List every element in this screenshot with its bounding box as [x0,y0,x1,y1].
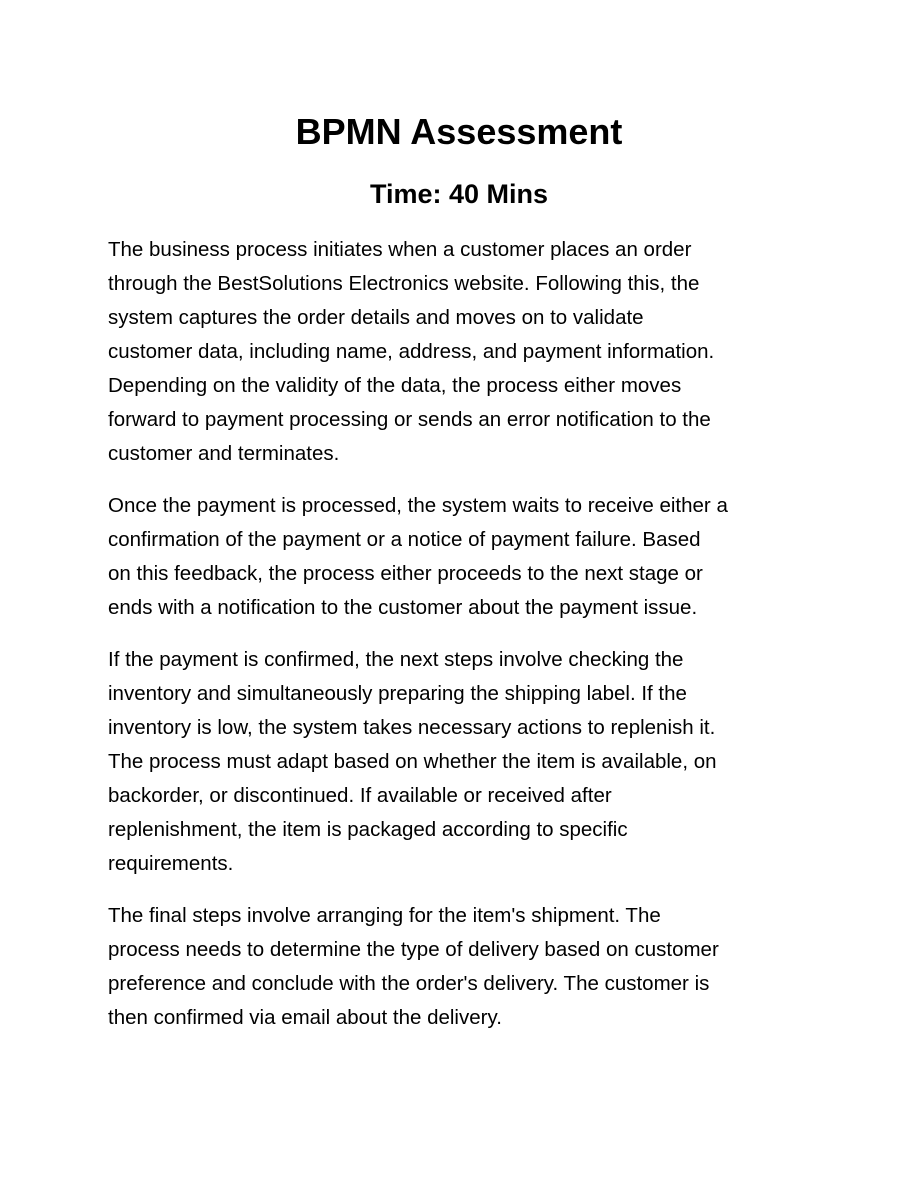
text-line: Depending on the validity of the data, the process either moves [108,374,682,397]
text-line: forward to payment processing or sends an error notification to the [108,408,711,431]
text-line: confirmation of the payment or a notice of payment failure. Based [108,528,701,551]
text-line: customer data, including name, address, and payment information. [108,340,715,363]
paragraph-intro [108,233,813,471]
text-line: The business process initiates when a customer places an order [108,238,692,261]
text-line: inventory and simultaneously preparing the shipping label. If the [108,682,687,705]
paragraph-payment [108,489,813,625]
text-line: process needs to determine the type of delivery based on customer [108,938,719,961]
text-line: backorder, or discontinued. If available or received after [108,784,612,807]
text-line: system captures the order details and moves on to validate [108,306,644,329]
paragraph-shipment [108,899,813,1035]
text-line: Once the payment is processed, the system waits to receive either a [108,494,728,517]
text-line: requirements. [108,852,234,875]
text-line: replenishment, the item is packaged according to specific [108,818,628,841]
text-line: The final steps involve arranging for the item's shipment. The [108,904,661,927]
text-line: preference and conclude with the order's delivery. The customer is [108,972,710,995]
text-line: customer and terminates. [108,442,340,465]
text-line: ends with a notification to the customer about the payment issue. [108,596,698,619]
text-line: on this feedback, the process either proceeds to the next stage or [108,562,703,585]
text-line: through the BestSolutions Electronics website. Following this, the [108,272,700,295]
page-subtitle: Time: 40 Mins [369,179,549,209]
text-line: then confirmed via email about the delivery. [108,1006,502,1029]
text-line: If the payment is confirmed, the next steps involve checking the [108,648,684,671]
text-line: inventory is low, the system takes necessary actions to replenish it. [108,716,716,739]
document-body [108,233,813,1053]
paragraph-inventory [108,643,813,881]
page-title: BPMN Assessment [295,111,623,152]
text-line: The process must adapt based on whether the item is available, on [108,750,717,773]
